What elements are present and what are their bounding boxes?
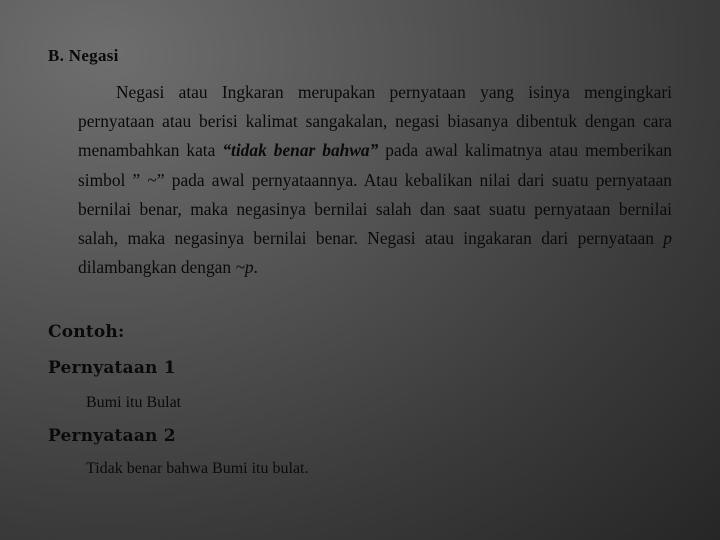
- paragraph-text-1: Negasi atau Ingkaran merupakan pernyataan yang isinya mengingkari pernyataan atau berisi kalimat sangakalan, negasi biasanya dibentuk dengan cara menambahkan kata: [78, 82, 672, 161]
- definition-paragraph: [78, 78, 672, 282]
- paragraph-text-3: dilambangkan dengan: [78, 257, 236, 278]
- symbol-p: p: [663, 228, 672, 249]
- example-2-label: Pernyataan 2: [48, 426, 176, 446]
- emphasis-phrase: “tidak benar bahwa”: [222, 140, 379, 161]
- contoh-label: Contoh:: [48, 322, 125, 342]
- paragraph-text-4: .: [253, 257, 258, 278]
- example-1-label: Pernyataan 1: [48, 358, 176, 378]
- symbol-negation-p: ~p: [235, 257, 254, 278]
- example-1-text: Bumi itu Bulat: [86, 394, 182, 411]
- section-heading: B. Negasi: [48, 46, 119, 65]
- paragraph-text-2: pada awal kalimatnya atau memberikan simbol ” ~” pada awal pernyataannya. Atau kebalikan nilai dari suatu pernyataan bernilai benar, maka negasinya bernilai salah dan saat suatu pernyataan bernilai salah, maka negasinya bernilai benar. Negasi atau ingakaran dari pernyataan: [78, 140, 672, 249]
- example-2-text: Tidak benar bahwa Bumi itu bulat.: [86, 460, 309, 477]
